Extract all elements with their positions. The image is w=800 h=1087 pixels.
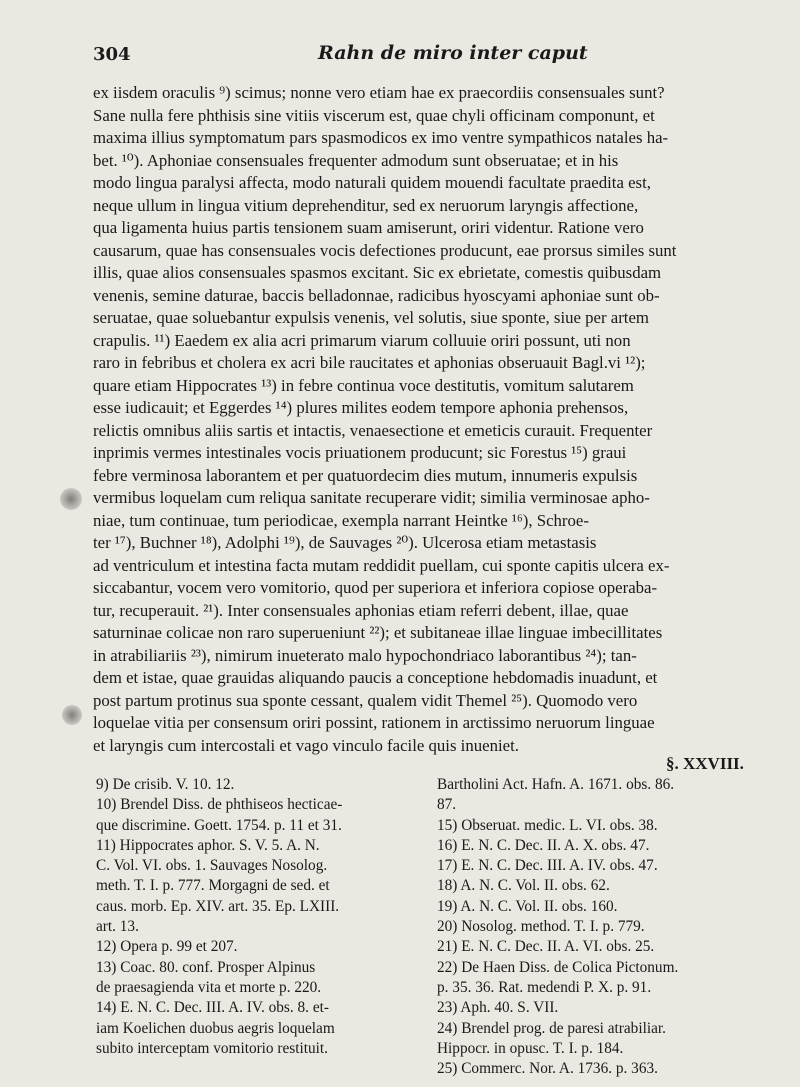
footnote-line: 16) E. N. C. Dec. II. A. X. obs. 47. [437,836,650,854]
footnote-line: que discrimine. Goett. 1754. p. 11 et 31. [96,816,342,834]
text-line: venenis, semine daturae, baccis belladonnae, radicibus hyoscyami aphoniae sunt ob- [93,285,660,305]
footnote-line: 25) Commerc. Nor. A. 1736. p. 363. [437,1060,658,1078]
footnote-line: C. Vol. VI. obs. 1. Sauvages Nosolog. [96,857,328,875]
footnote-line: 20) Nosolog. method. T. I. p. 779. [437,918,645,936]
page-number: 304 [93,44,131,65]
footnote-line: 19) A. N. C. Vol. II. obs. 160. [437,897,618,915]
text-line: bet. ¹⁰). Aphoniae consensuales frequenter admodum sunt obseruatae; et in his [93,150,619,170]
text-line: raro in febribus et cholera ex acri bile raucitates et aphonias obseruauit Bagl.vi ¹²); [93,353,646,372]
text-line: causarum, quae has consensuales vocis defectiones producunt, eae prorsus similes sunt [93,240,677,260]
section-heading: §. XXVIII. [666,754,744,773]
footnote-line: art. 13. [96,918,139,936]
main-text-block [93,82,766,757]
text-line: inprimis vermes intestinales vocis priuationem producunt; sic Forestus ¹⁵) graui [93,443,627,462]
text-line: esse iudicauit; et Eggerdes ¹⁴) plures milites eodem tempore aphonia prehensos, [93,398,629,417]
ink-smudge [60,488,82,510]
footnote-line: p. 35. 36. Rat. medendi P. X. p. 91. [437,978,652,996]
text-line: qua ligamenta huius partis tensionem suam amiserunt, oriri videntur. Ratione vero [93,218,644,237]
footnote-line: 18) A. N. C. Vol. II. obs. 62. [437,877,610,895]
text-line: seruatae, quae soluebantur expulsis venenis, vel solutis, siue sponte, siue per artem [93,308,649,327]
page-header [0,40,800,72]
text-line: et laryngis cum intercostali et vago vinculo facile quis inueniet. [93,735,519,755]
text-line: saturninae colicae non raro superueniunt ²²); et subitaneae illae linguae imbecillitates [93,623,663,642]
text-line: vermibus loquelam cum reliqua sanitate recuperare vidit; similia verminosae apho- [93,488,650,507]
text-line: in atrabiliariis ²³), nimirum inueterato malo hypochondriaco laborantibus ²⁴); tan- [93,645,637,665]
footnote-line: 22) De Haen Diss. de Colica Pictonum. [437,958,679,976]
text-line: relictis omnibus aliis sartis et intactis, venaesectione et emeticis curauit. Frequenter [93,420,653,440]
text-line: crapulis. ¹¹) Eaedem ex alia acri primarum viarum colluuie oriri possunt, uti non [93,330,631,350]
footnote-line: 11) Hippocrates aphor. S. V. 5. A. N. [96,836,320,854]
footnote-line: caus. morb. Ep. XIV. art. 35. Ep. LXIII. [96,897,340,915]
footnote-line: 13) Coac. 80. conf. Prosper Alpinus [96,958,316,976]
running-head: Rahn de miro inter caput [318,42,588,64]
footnote-line: Bartholini Act. Hafn. A. 1671. obs. 86. [437,776,675,793]
text-line: niae, tum continuae, tum periodicae, exempla narrant Heintke ¹⁶), Schroe- [93,510,589,530]
text-line: tur, recuperauit. ²¹). Inter consensuales aphonias etiam referri debent, illae, quae [93,600,629,620]
text-line: ex iisdem oraculis ⁹) scimus; nonne vero etiam hae ex praecordiis consensuales sunt? [93,83,665,102]
footnote-line: 17) E. N. C. Dec. III. A. IV. obs. 47. [437,857,658,875]
footnote-line: 10) Brendel Diss. de phthiseos hecticae- [96,796,343,814]
text-line: loquelae vitia per consensum oriri possint, rationem in arctissimo neruorum linguae [93,713,655,732]
footnote-line: de praesagienda vita et morte p. 220. [96,978,322,996]
text-line: febre verminosa laborantem et per quatuordecim dies mutum, innumeris expulsis [93,465,638,485]
footnote-line: 14) E. N. C. Dec. III. A. IV. obs. 8. et- [96,999,329,1017]
text-line: Sane nulla fere phthisis sine vitiis viscerum est, quae chyli officinam componunt, et [93,105,655,125]
text-line: ad ventriculum et intestina facta mutam reddidit puellam, cui sponte capitis ulcera ex- [93,555,670,575]
footnotes-left-column [96,775,431,1059]
footnote-line: 24) Brendel prog. de paresi atrabiliar. [437,1019,666,1037]
text-line: modo lingua paralysi affecta, modo naturali quidem mouendi facultate praedita est, [93,173,651,192]
text-line: ter ¹⁷), Buchner ¹⁸), Adolphi ¹⁹), de Sauvages ²⁰). Ulcerosa etiam metastasis [93,533,597,552]
text-line: maxima illius symptomatum pars spasmodicos ex imo ventre sympathicos natales ha- [93,128,669,147]
footnote-line: 9) De crisib. V. 10. 12. [96,776,235,793]
ink-smudge [62,705,82,725]
footnote-line: 87. [437,796,457,814]
text-line: neque ullum in lingua vitium deprehenditur, sed ex neruorum laryngis affectione, [93,195,639,215]
footnote-line: 12) Opera p. 99 et 207. [96,938,238,956]
text-line: illis, quae alios consensuales spasmos excitant. Sic ex ebrietate, comestis quibusdam [93,263,662,282]
text-line: dem et istae, quae grauidas aliquando paucis a conceptione hebdomadis inuadunt, et [93,668,658,687]
footnote-line: 21) E. N. C. Dec. II. A. VI. obs. 25. [437,938,655,956]
text-line: post partum protinus sua sponte cessant, qualem vidit Themel ²⁵). Quomodo vero [93,690,638,710]
footnote-line: 15) Obseruat. medic. L. VI. obs. 38. [437,816,658,834]
footnote-line: 23) Aph. 40. S. VII. [437,999,559,1017]
footnote-line: Hippocr. in opusc. T. I. p. 184. [437,1039,624,1057]
text-line: quare etiam Hippocrates ¹³) in febre continua voce destitutis, vomitum salutarem [93,375,634,395]
footnote-line: iam Koelichen duobus aegris loquelam [96,1019,335,1037]
footnote-line: meth. T. I. p. 777. Morgagni de sed. et [96,877,330,895]
footnotes-right-column [437,775,772,1079]
footnote-line: subito interceptam vomitorio restituit. [96,1039,328,1057]
text-line: siccabantur, vocem vero vomitorio, quod per superiora et inferiora copiose operaba- [93,578,658,597]
